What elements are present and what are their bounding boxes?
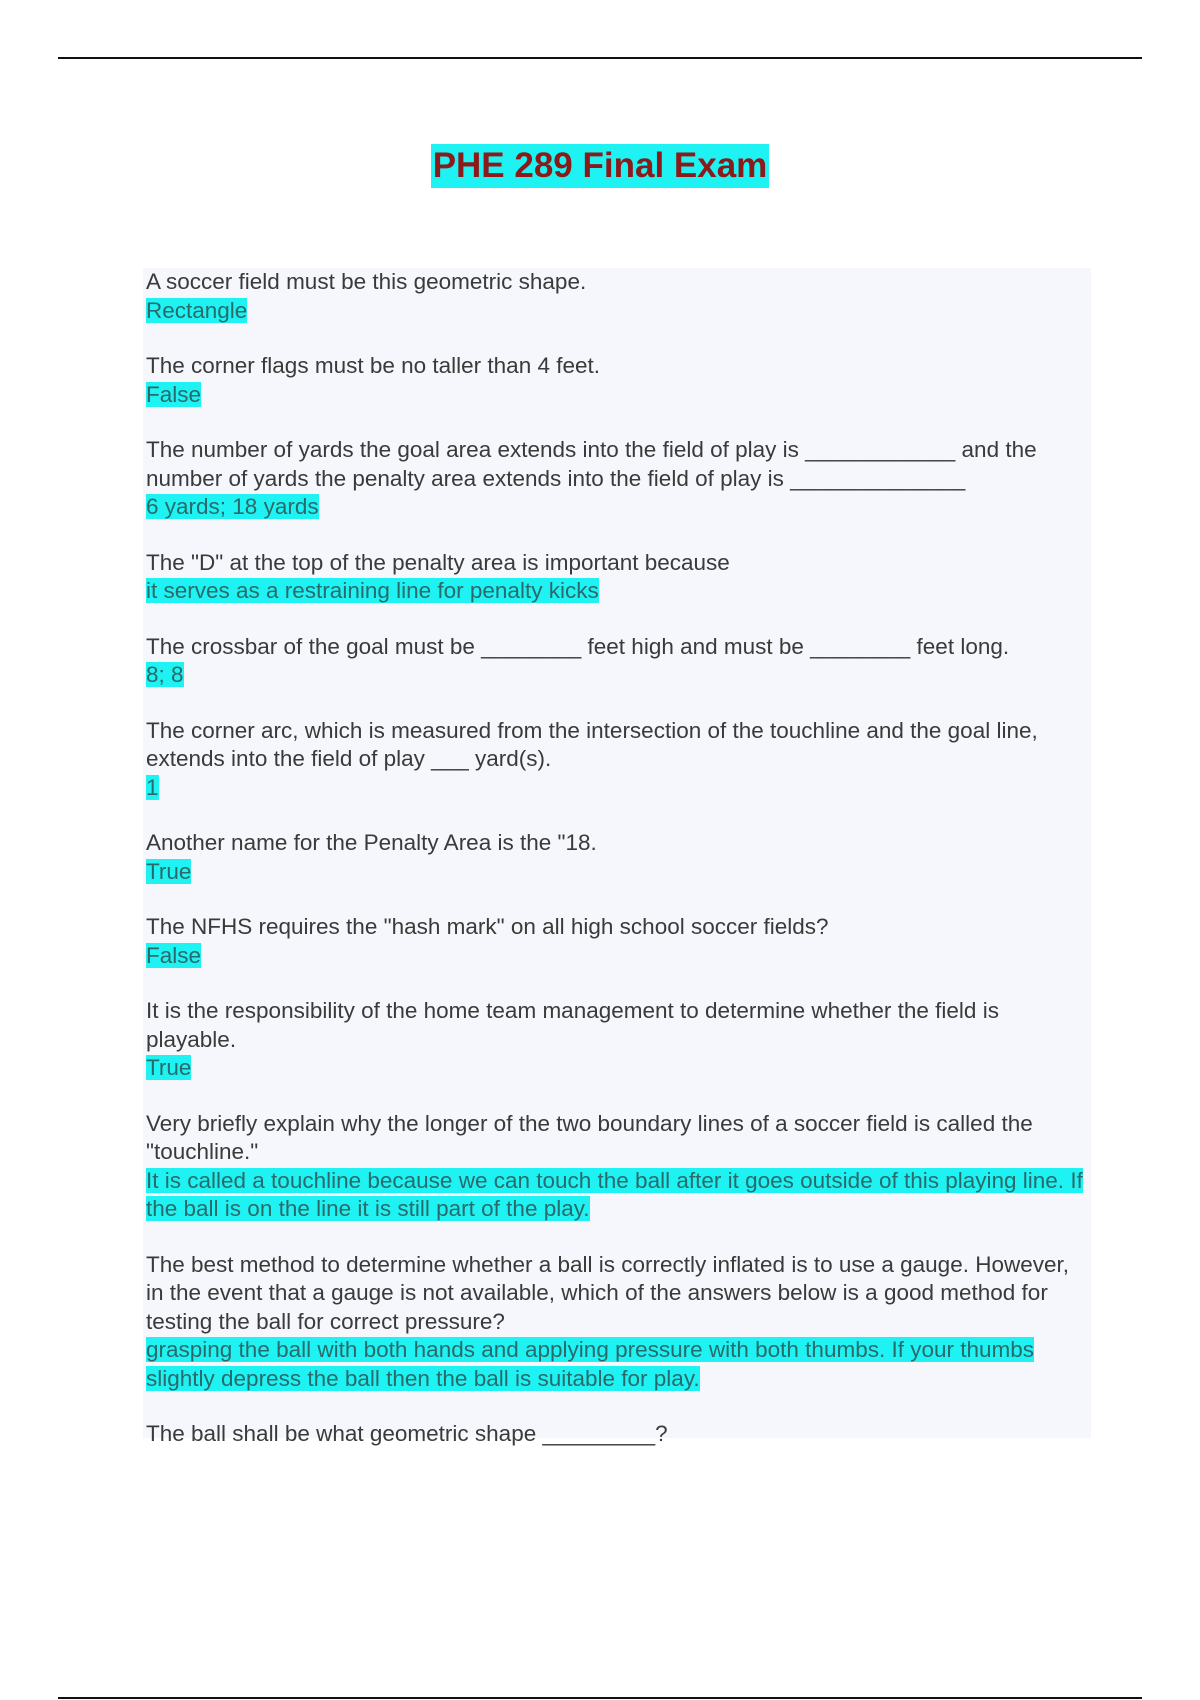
qa-item [146, 829, 1091, 886]
qa-item [146, 549, 1091, 606]
top-rule [58, 57, 1142, 59]
answer-highlight: 1 [146, 774, 159, 800]
answer [146, 493, 1091, 522]
answer [146, 381, 1091, 410]
qa-item [146, 436, 1091, 522]
answer-highlight: False [146, 942, 202, 968]
qa-item [146, 1420, 1091, 1449]
question-text: The corner arc, which is measured from the intersection of the touchline and the goal line, extends into the field of play ___ yard(s). [146, 717, 1038, 771]
qa-item [146, 717, 1091, 803]
question-text: The ball shall be what geometric shape _________? [146, 1421, 668, 1446]
question-text: The NFHS requires the "hash mark" on all high school soccer fields? [146, 914, 829, 939]
answer [146, 1167, 1091, 1224]
answer-highlight: Rectangle [146, 297, 248, 323]
bottom-rule [58, 1697, 1142, 1699]
page-title: PHE 289 Final Exam [431, 144, 770, 188]
question-text: Very briefly explain why the longer of the two boundary lines of a soccer field is called the "touchline." [146, 1110, 1033, 1164]
question-text: The best method to determine whether a ball is correctly inflated is to use a gauge. However, in the event that a gauge is not available, which of the answers below is a good method for testing the ball for correct pressure? [146, 1251, 1069, 1334]
answer [146, 577, 1091, 606]
question-text: The corner flags must be no taller than 4 feet. [146, 353, 600, 378]
answer-highlight: It is called a touchline because we can touch the ball after it goes outside of this playing line. If the ball is on the line it is still part of the play. [146, 1167, 1083, 1221]
answer [146, 942, 1091, 971]
answer-highlight: True [146, 1055, 192, 1080]
question-text: Another name for the Penalty Area is the "18. [146, 830, 597, 855]
answer-highlight: it serves as a restraining line for penalty kicks [146, 578, 599, 603]
qa-item [146, 913, 1091, 970]
answer [146, 1336, 1091, 1393]
answer-highlight: 6 yards; 18 yards [146, 494, 319, 519]
qa-item [146, 268, 1091, 325]
answer-highlight: True [146, 858, 192, 884]
question-text: A soccer field must be this geometric shape. [146, 269, 587, 294]
qa-item [146, 1110, 1091, 1224]
answer-highlight: grasping the ball with both hands and applying pressure with both thumbs. If your thumbs slightly depress the ball then the ball is suitable for play. [146, 1337, 1035, 1391]
qa-item [146, 633, 1091, 690]
answer [146, 297, 1091, 326]
question-text: The number of yards the goal area extends into the field of play is ____________ and the number of yards the penalty area extends into the field of play is ______________ [146, 437, 1037, 491]
answer [146, 661, 1091, 690]
question-text: The crossbar of the goal must be ________ feet high and must be ________ feet long. [146, 633, 1010, 659]
answer-highlight: 8; 8 [146, 662, 184, 687]
qa-item [146, 352, 1091, 409]
answer [146, 858, 1091, 887]
qa-item [146, 1251, 1091, 1394]
question-list [143, 268, 1091, 1446]
question-text: It is the responsibility of the home team management to determine whether the field is playable. [146, 998, 999, 1052]
title-container [0, 144, 1200, 188]
question-text: The "D" at the top of the penalty area is important because [146, 549, 730, 575]
answer [146, 1054, 1091, 1083]
qa-item [146, 997, 1091, 1083]
answer [146, 774, 1091, 803]
answer-highlight: False [146, 381, 202, 407]
